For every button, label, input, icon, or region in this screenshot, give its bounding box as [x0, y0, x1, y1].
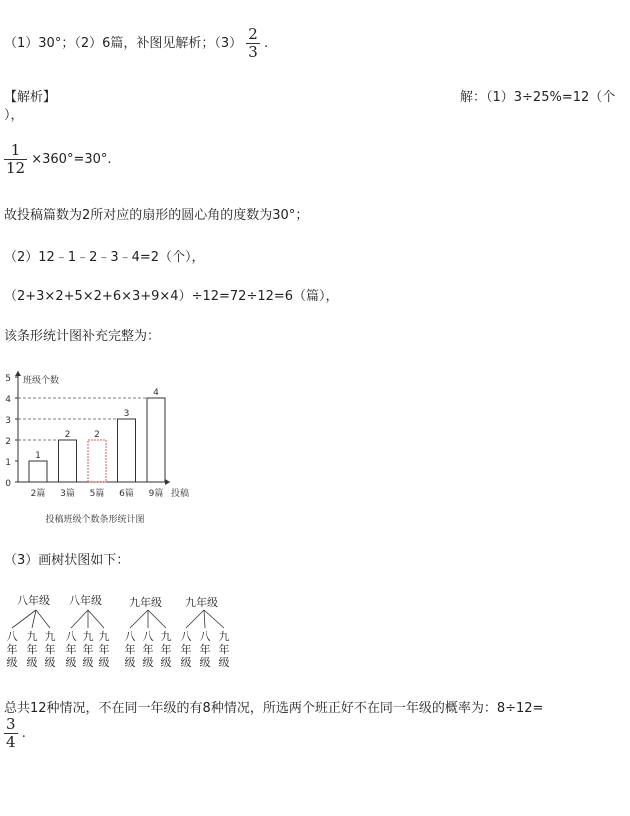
bar [147, 398, 165, 482]
analysis-heading: 【解析】 [4, 90, 57, 105]
chart-title: 投稿班级个数条形统计图 [45, 515, 145, 525]
tree-root: 九年级 [185, 596, 218, 609]
conclusion-fraction-line [4, 716, 26, 751]
x-tick-label: 6篇 [119, 489, 134, 499]
bar [88, 440, 106, 482]
angle-formula-tail: ×360°=30°. [31, 152, 112, 167]
conclusion-fraction [4, 716, 18, 751]
bar-value-label: 4 [153, 388, 159, 398]
x-axis-label: 投稿 [171, 489, 190, 499]
y-tick-label: 3 [5, 416, 11, 426]
bar-value-label: 2 [94, 430, 100, 440]
bar-chart [0, 360, 210, 530]
fraction-numerator: 3 [6, 715, 16, 733]
fraction-denominator: 12 [6, 159, 26, 177]
tree-branch [204, 610, 224, 628]
y-axis-label: 班级个数 [23, 376, 60, 386]
tree-branch [186, 610, 204, 628]
y-tick-label: 4 [5, 395, 11, 405]
bar-value-label: 2 [64, 430, 71, 440]
x-tick-label: 5篇 [89, 489, 105, 499]
answer-tail: . [263, 36, 269, 51]
x-tick-label: 3篇 [60, 489, 75, 499]
y-tick-label: 0 [5, 479, 11, 489]
angle-formula [4, 142, 112, 177]
tree-branch [204, 610, 205, 628]
y-tick-label: 2 [5, 437, 11, 447]
tree-branch [71, 610, 88, 628]
fraction-denominator: 4 [6, 733, 16, 751]
tree-branch [148, 610, 166, 628]
answer-fraction [246, 26, 260, 61]
answer-line [4, 26, 268, 61]
tree-root: 八年级 [17, 594, 50, 607]
bar [29, 461, 47, 482]
tree-intro: （3）画树状图如下： [4, 553, 130, 568]
fraction-numerator: 2 [248, 25, 258, 43]
x-tick-label: 2篇 [30, 489, 46, 499]
answer-text: （1）30°；（2）6篇，补图见解析；（3） [4, 36, 243, 51]
x-axis-arrow [165, 479, 170, 485]
bar [59, 440, 77, 482]
solution-intro: 解：（1）3÷25%=12（个 [460, 90, 616, 105]
bar-value-label: 3 [123, 409, 130, 419]
conclusion-tail: . [21, 726, 26, 741]
conclusion-text: 总共12种情况，不在同一年级的有8种情况，所选两个班正好不在同一年级的概率为：8÷12= [4, 701, 544, 716]
average-formula: （2+3×2+5×2+6×3+9×4）÷12=72÷12=6（篇）， [4, 289, 339, 304]
bar-value-label: 1 [35, 451, 41, 461]
y-tick-label: 5 [5, 374, 11, 384]
y-tick-label: 1 [5, 458, 11, 468]
tree-root: 八年级 [69, 594, 102, 607]
fraction-numerator: 1 [4, 142, 27, 160]
tree-branch [36, 610, 50, 628]
bar [118, 419, 136, 482]
angle-fraction [4, 142, 27, 177]
x-tick-label: 9篇 [148, 489, 164, 499]
angle-conclusion: 故投稿篇数为2所对应的扇形的圆心角的度数为30°； [4, 208, 309, 223]
bar-chart-intro: 该条形统计图补充完整为： [4, 329, 161, 344]
tree-branch [88, 610, 104, 628]
tree-root: 九年级 [129, 596, 162, 609]
count-formula: （2）12﹣1﹣2﹣3﹣4=2（个）， [4, 250, 205, 265]
fraction-denominator: 3 [248, 43, 258, 61]
solution-wrap: ）， [4, 108, 24, 123]
tree-branch [130, 610, 148, 628]
tree-diagram: 八年级 八 年 级 九 年 级 九 年 级 八年级 八 年 级 九 年 级 九 年 级 九年级 八 年 级 八 年 级 九 年 级 九年级 八 年 级 八 年 级 九 年 级 [6, 594, 230, 669]
y-axis-arrow [15, 371, 21, 376]
